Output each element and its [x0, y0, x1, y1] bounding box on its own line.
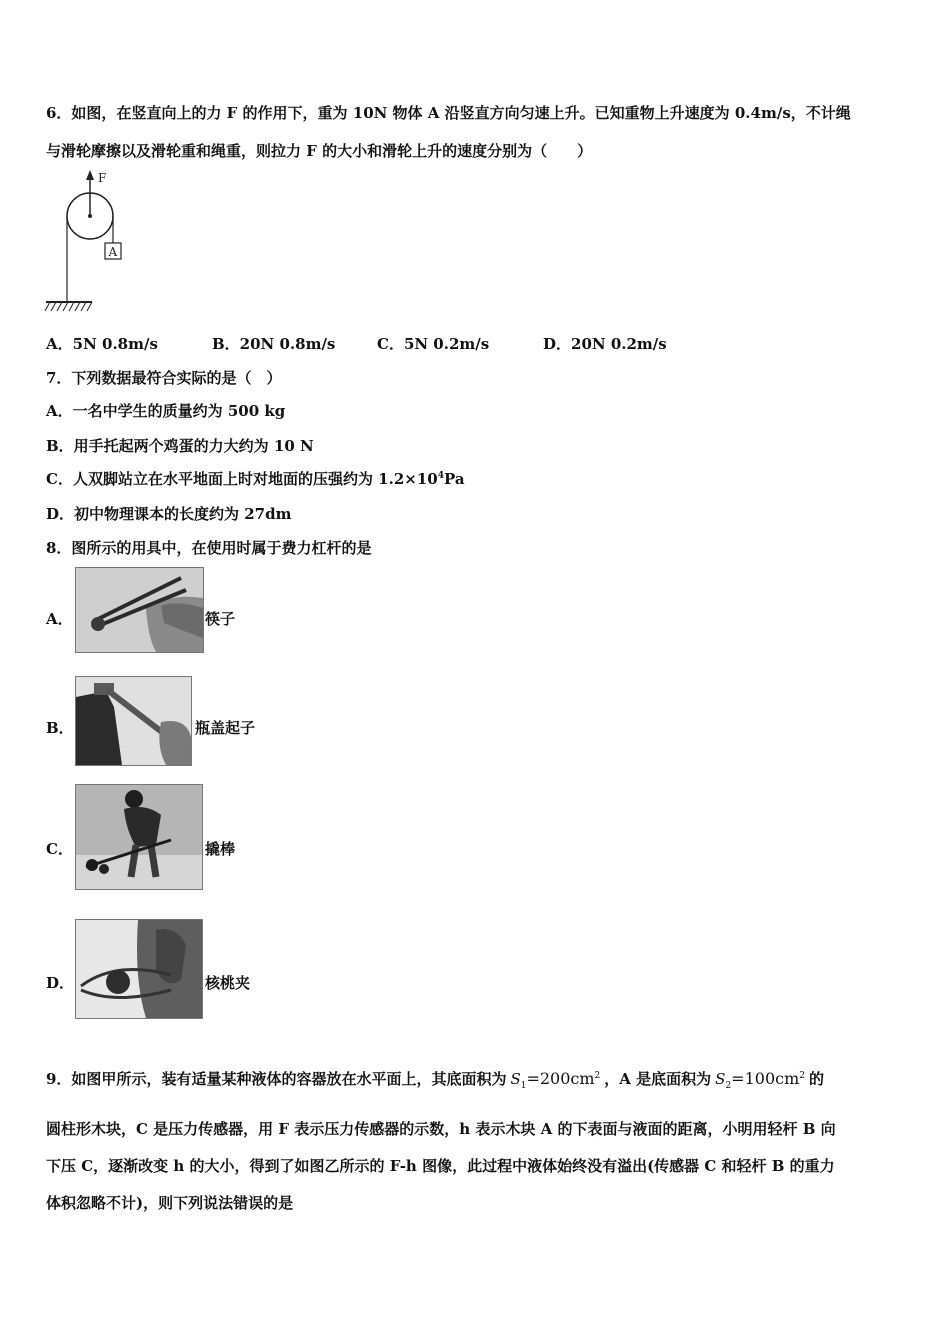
- nutcracker-photo: [75, 919, 203, 1019]
- s2-symbol: S: [715, 1070, 726, 1088]
- q9-stem-line-1: [46, 1068, 824, 1091]
- q9-line1-part-c: 的: [808, 1070, 824, 1088]
- chopsticks-photo: [75, 567, 204, 653]
- s1-symbol: S: [510, 1070, 521, 1088]
- q9-stem-line-4: 体积忽略不计)，则下列说法错误的是: [46, 1194, 294, 1212]
- q7-option-c-exponent: 4: [437, 471, 444, 481]
- q8-option-b-letter: B．: [46, 719, 74, 737]
- q8-option-a-name: 筷子: [205, 610, 236, 628]
- formula-s2: [715, 1069, 805, 1091]
- q7-option-d: D．初中物理课本的长度约为 27dm: [46, 505, 292, 523]
- q6-option-a: A．5N 0.8m/s: [46, 335, 158, 353]
- s1-exponent: 2: [594, 1071, 601, 1081]
- crowbar-photo: [75, 784, 203, 890]
- q7-option-c-text: C．人双脚站立在水平地面上时对地面的压强约为 1.2×10: [46, 470, 438, 488]
- q6-stem-line-2: 与滑轮摩擦以及滑轮重和绳重，则拉力 F 的大小和滑轮上升的速度分别为（ ）: [46, 142, 593, 160]
- q6-stem-line-1: 6．如图，在竖直向上的力 F 的作用下，重为 10N 物体 A 沿竖直方向匀速上升。已知重物上升速度为 0.4m/s，不计绳: [46, 104, 851, 122]
- bottle-opener-photo: [75, 676, 192, 766]
- q6-option-c: C．5N 0.2m/s: [377, 335, 490, 353]
- block-a-label: A: [108, 245, 118, 259]
- pulley-diagram: [40, 168, 130, 316]
- q8-option-c-name: 撬棒: [205, 840, 236, 858]
- s1-subscript: 1: [520, 1081, 527, 1091]
- s2-value: =100cm: [731, 1069, 800, 1088]
- force-label: F: [98, 171, 107, 185]
- q8-option-d-letter: D．: [46, 974, 75, 992]
- q7-option-a: A．一名中学生的质量约为 500 kg: [46, 402, 286, 420]
- q8-option-b-name: 瓶盖起子: [195, 719, 256, 737]
- q9-stem-line-3: 下压 C，逐渐改变 h 的大小，得到了如图乙所示的 F-h 图像，此过程中液体始终没有溢出(传感器 C 和轻杆 B 的重力: [46, 1157, 835, 1175]
- q9-line1-part-b: ，A 是底面积为: [604, 1070, 712, 1088]
- s2-exponent: 2: [799, 1071, 805, 1081]
- q8-option-d-name: 核桃夹: [205, 974, 251, 992]
- q8-option-c-letter: C．: [46, 840, 73, 858]
- formula-s1: [510, 1069, 601, 1091]
- q7-option-c-unit: Pa: [443, 470, 465, 488]
- s2-subscript: 2: [725, 1081, 732, 1091]
- q6-option-d: D．20N 0.2m/s: [543, 335, 667, 353]
- q6-option-b: B．20N 0.8m/s: [212, 335, 336, 353]
- q7-option-c: [46, 468, 465, 489]
- q9-line1-part-a: 9．如图甲所示，装有适量某种液体的容器放在水平面上，其底面积为: [46, 1070, 507, 1088]
- q7-option-b: B．用手托起两个鸡蛋的力大约为 10 N: [46, 437, 314, 455]
- support-hatching: [45, 302, 92, 311]
- q8-option-a-letter: A．: [46, 610, 73, 628]
- q9-stem-line-2: 圆柱形木块，C 是压力传感器，用 F 表示压力传感器的示数，h 表示木块 A 的下表面与液面的距离，小明用轻杆 B 向: [46, 1120, 836, 1138]
- force-arrow-head: [86, 170, 94, 180]
- q7-stem: 7．下列数据最符合实际的是（ ）: [46, 369, 282, 387]
- s1-value: =200cm: [526, 1069, 595, 1088]
- q8-stem: 8．图所示的用具中，在使用时属于费力杠杆的是: [46, 539, 372, 557]
